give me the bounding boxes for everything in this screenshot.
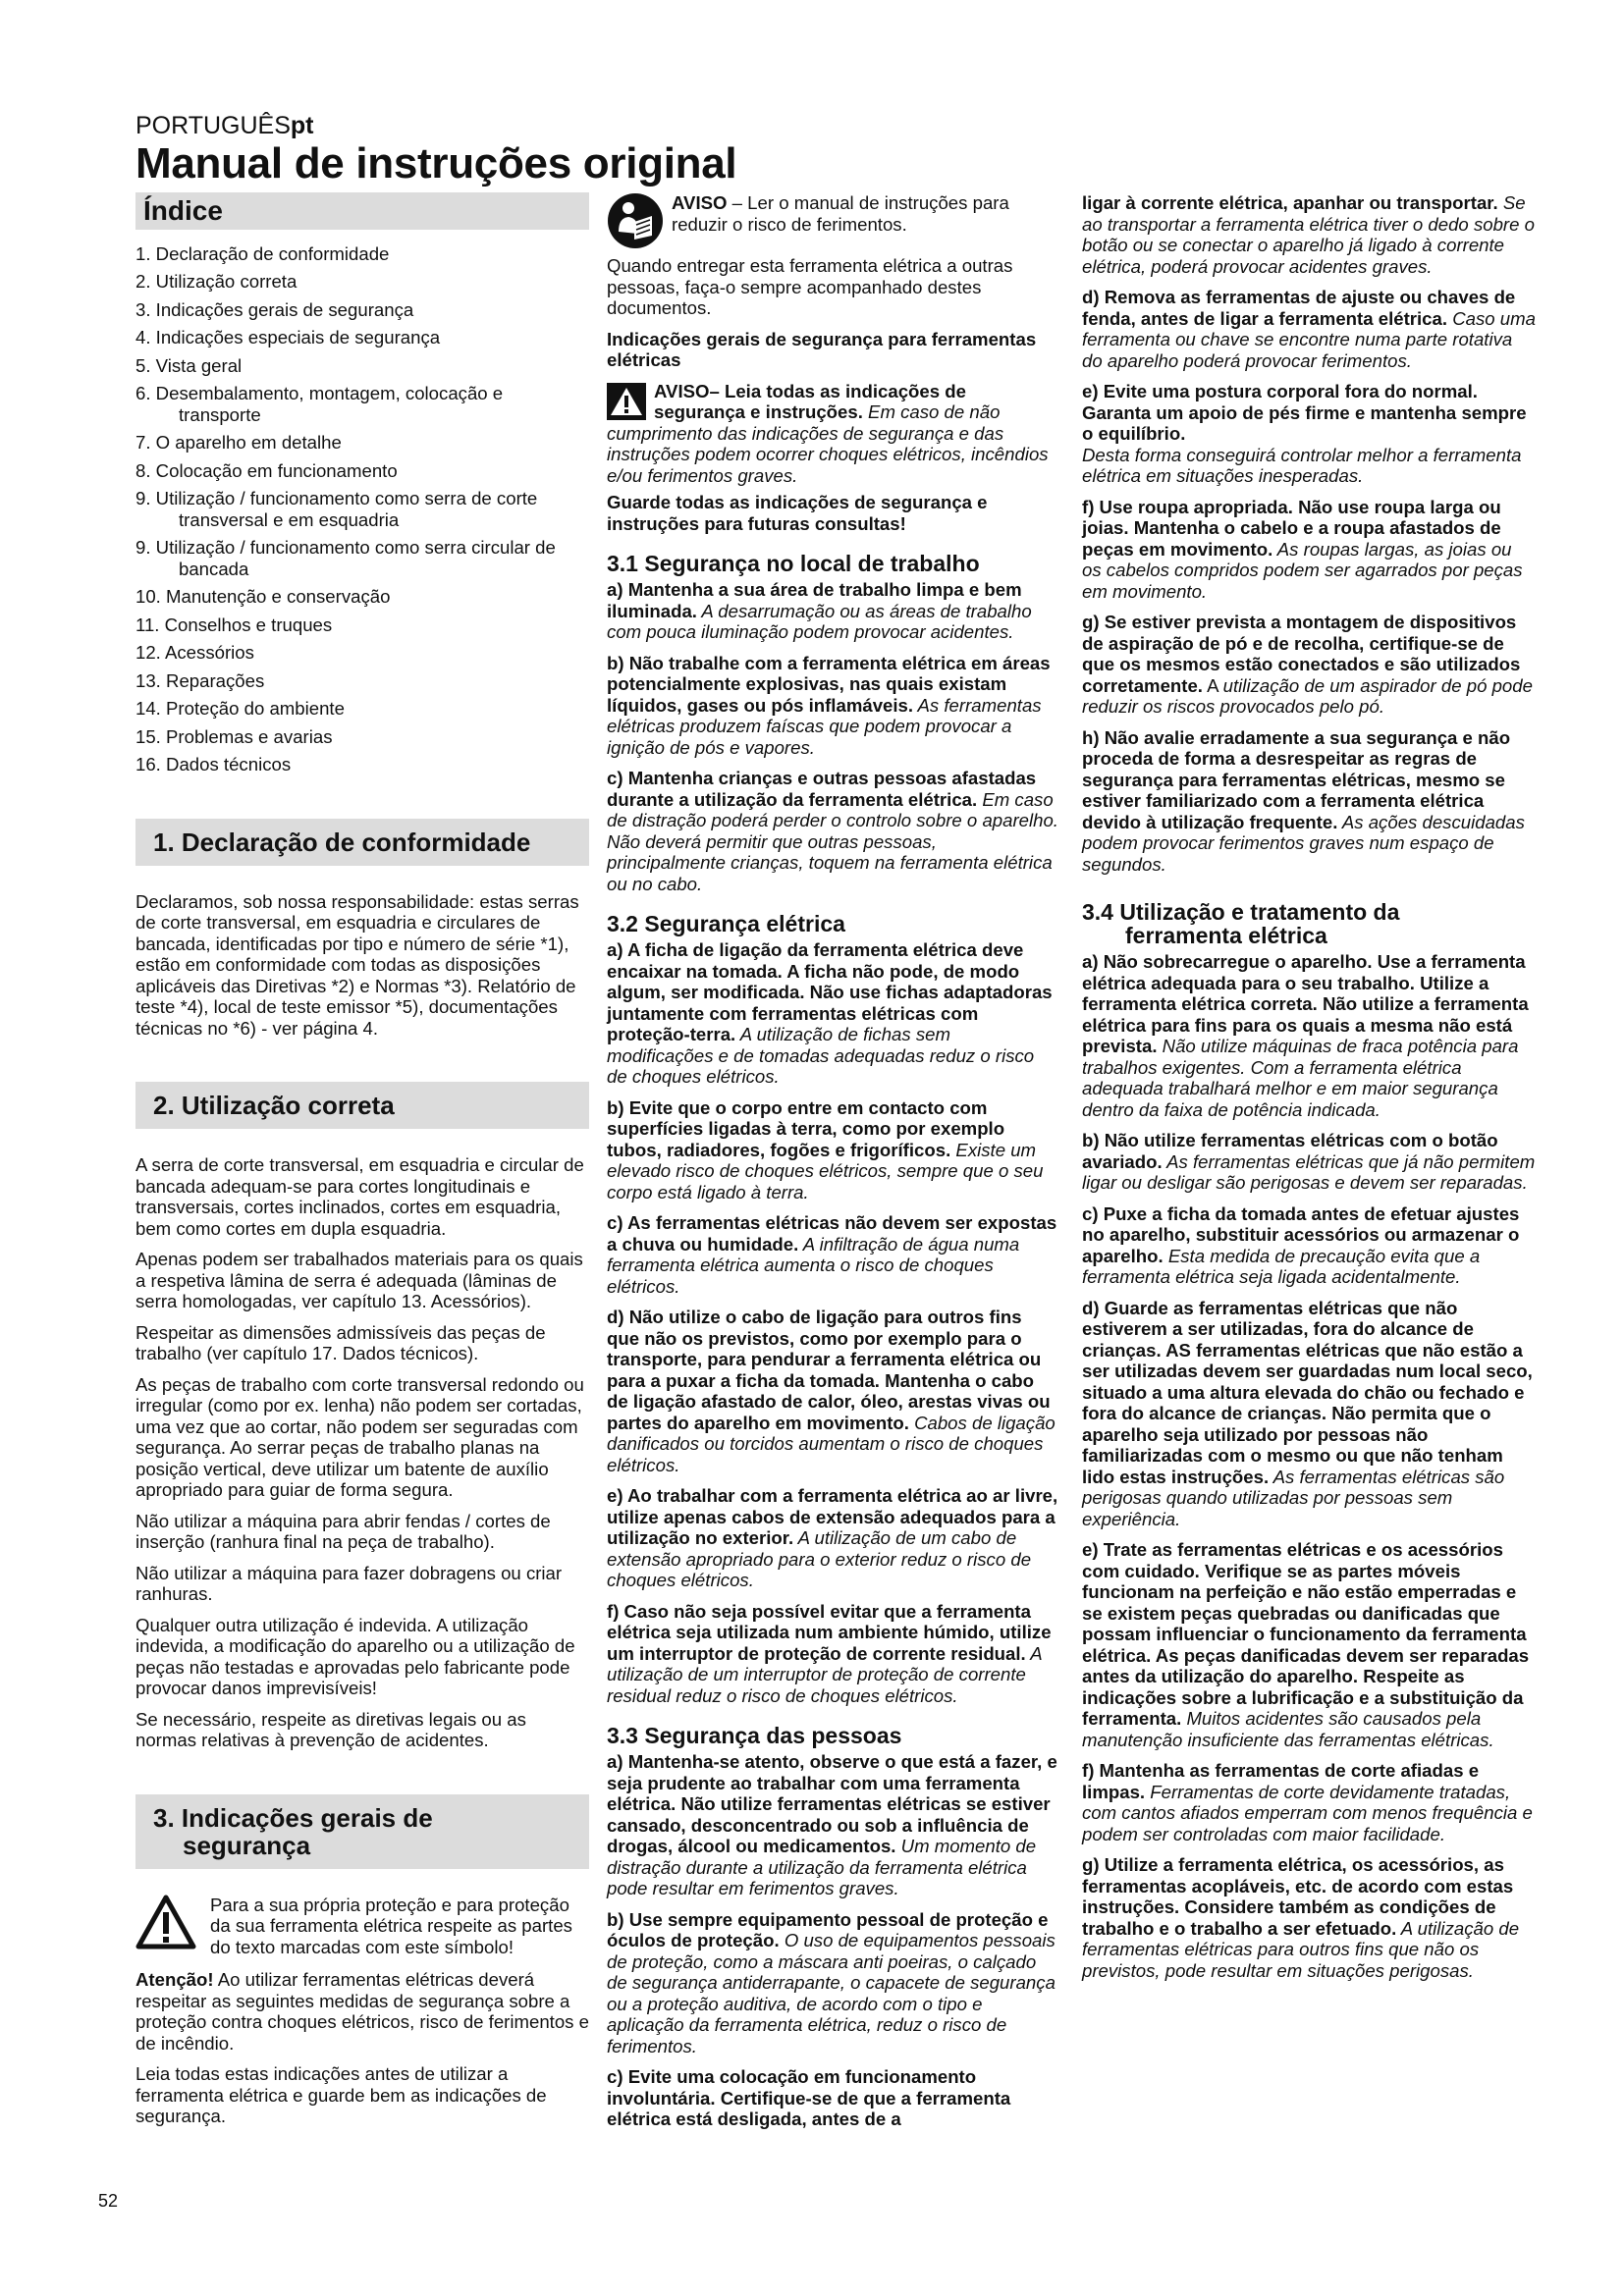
s2-para: Se necessário, respeite as diretivas legais ou as normas relativas à prevenção de acidentes. xyxy=(135,1708,526,1750)
toc-item: 9. Utilização / funcionamento como serra circular de bancada xyxy=(135,537,556,579)
s34-d: d) Guarde as ferramentas elétricas que não estiverem a ser utilizadas, fora do alcance de crianças. AS ferramentas elétricas que não estão a ser utilizadas devem ser guardadas num local seco, situado a uma altura elevada do chão ou fechado e fora do alcance de crianças. Não permita que o aparelho seja utilizado por pessoas não familiarizadas com o mesmo ou que não tenham lido estas instruções. As ferramentas elétricas são perigosas quando utilizadas por pessoas sem experiência. xyxy=(1082,1297,1533,1529)
column-2 xyxy=(607,192,1058,2140)
s31-a: a) Mantenha a sua área de trabalho limpa e bem iluminada. A desarrumação ou as áreas de trabalho com pouca iluminação podem provocar acidentes. xyxy=(607,579,1032,642)
subsection-3-3-heading: 3.3 Segurança das pessoas xyxy=(607,1723,902,1748)
s33-f: f) Use roupa apropriada. Não use roupa larga ou joias. Mantenha o cabelo e a roupa afastados de peças em movimento. As roupas largas, as joias ou os cabelos compridos podem ser agarrados por peças em movimento. xyxy=(1082,496,1523,602)
aviso-label: AVISO xyxy=(672,192,728,213)
s2-para: A serra de corte transversal, em esquadria e circular de bancada adequam-se para cortes longitudinais e transversais, cortes inclinados, cortes em esquadria, bem como cortes em dupla esquadria. xyxy=(135,1154,584,1239)
s2-para: Não utilizar a máquina para abrir fendas / cortes de inserção (ranhura final na peça de trabalho). xyxy=(135,1510,551,1552)
s33-e: e) Evite uma postura corporal fora do normal. Garanta um apoio de pés firme e mantenha sempre o equilíbrio. xyxy=(1082,381,1527,444)
toc-item: 15. Problemas e avarias xyxy=(135,725,333,747)
s32-e: e) Ao trabalhar com a ferramenta elétrica ao ar livre, utilize apenas cabos de extensão adequados para a utilização no exterior. A utilização de um cabo de extensão apropriado para o exterior reduz o risco de choques elétricos. xyxy=(607,1485,1058,1590)
s2-para: Qualquer outra utilização é indevida. A utilização indevida, a modificação do aparelho ou a utilização de peças não testadas e aprovadas pelo fabricante pode provocar danos imprevisíveis! xyxy=(135,1614,575,1698)
s32-b: b) Evite que o corpo entre em contacto com superfícies ligadas à terra, como por exemplo tubos, radiadores, fogões e frigoríficos. Existe um elevado risco de choques elétricos, sempre que o seu corpo está ligado à terra. xyxy=(607,1096,1044,1202)
s2-para: Respeitar as dimensões admissíveis das peças de trabalho (ver capítulo 17. Dados técnicos). xyxy=(135,1321,546,1363)
manual-title: Manual de instruções original xyxy=(135,139,737,187)
subsection-3-1-heading: 3.1 Segurança no local de trabalho xyxy=(607,551,980,576)
toc-item: 12. Acessórios xyxy=(135,642,254,663)
toc-item: 8. Colocação em funcionamento xyxy=(135,459,398,481)
toc-item: 11. Conselhos e truques xyxy=(135,614,333,635)
toc-item: 3. Indicações gerais de segurança xyxy=(135,298,414,320)
s2-para: Não utilizar a máquina para fazer dobragens ou criar ranhuras. xyxy=(135,1562,563,1604)
aviso-2-bold: AVISO– Leia todas as indicações de segurança e instruções. xyxy=(654,380,966,422)
section-1-text: Declaramos, sob nossa responsabilidade: estas serras de corte transversal, em esquadria e circulares de bancada, identificadas por tipo e número de série *1), estão em conformidade com todas as disposições aplicáveis das Diretivas *2) e Normas *3). Relatório de teste *4), local de teste emissor *5), documentações técnicas no *6) - ver página 4. xyxy=(135,890,579,1039)
s33-b: b) Use sempre equipamento pessoal de proteção e óculos de proteção. O uso de equipamentos pessoais de proteção, como a máscara anti poeiras, o calçado de segurança antiderrapante, o capacete de segurança ou a proteção auditiva, de acordo com o tipo e aplicação da ferramenta elétrica, reduz o risco de ferimentos. xyxy=(607,1908,1056,2056)
s33-c: c) Evite uma colocação em funcionamento involuntária. Certifique-se de que a ferramenta elétrica está desligada, antes de a xyxy=(607,2066,1011,2129)
warning-triangle-icon xyxy=(607,383,646,420)
language-label xyxy=(135,112,314,140)
aviso-read-all xyxy=(607,381,1058,487)
subsection-3-4-heading: 3.4 Utilização e tratamento da ferramenta elétrica xyxy=(1082,899,1400,948)
column-1 xyxy=(135,192,589,2137)
atencao-text: Ao utilizar ferramentas elétricas deverá respeitar as seguintes medidas de segurança sobre a proteção contra choques elétricos, risco de ferimentos e de incêndio. xyxy=(135,1969,589,2054)
warning-text: Para a sua própria proteção e para proteção da sua ferramenta elétrica respeite as partes do texto marcadas com este símbolo! xyxy=(210,1894,572,1957)
s34-e: e) Trate as ferramentas elétricas e os acessórios com cuidado. Verifique se as partes móveis funcionam na perfeição e não estão emperradas e se existem peças quebradas ou danificadas que possam influenciar o funcionamento da ferramenta elétrica. As peças danificadas devem ser reparadas antes da utilização do aparelho. Respeite as indicações sobre a lubrificação e a substituição da ferramenta. Muitos acidentes são causados pela manutenção insuficiente das ferramentas elétricas. xyxy=(1082,1539,1530,1750)
aviso-read-manual xyxy=(607,192,1058,251)
language-code: pt xyxy=(290,112,314,139)
s31-c-2: Não deverá permitir que outras pessoas, principalmente crianças, toquem na ferramenta elétrica ou no cabo. xyxy=(607,830,1053,894)
general-safety-heading: Indicações gerais de segurança para ferramentas elétricas xyxy=(607,328,1037,370)
atencao-paragraph xyxy=(135,1969,589,2054)
toc-item: 2. Utilização correta xyxy=(135,271,298,292)
s32-f: f) Caso não seja possível evitar que a ferramenta elétrica seja utilizada num ambiente húmido, utilize um interruptor de proteção de corrente residual. A utilização de um interruptor de proteção de corrente residual reduz o risco de choques elétricos. xyxy=(607,1600,1052,1706)
s34-b: b) Não utilize ferramentas elétricas com o botão avariado. As ferramentas elétricas que já não permitem ligar ou desligar são perigosas e devem ser reparadas. xyxy=(1082,1130,1536,1193)
toc-item: 1. Declaração de conformidade xyxy=(135,242,390,264)
s33-a: a) Mantenha-se atento, observe o que está a fazer, e seja prudente ao trabalhar com uma ferramenta elétrica. Não utilize ferramentas elétricas se estiver cansado, desconcentrado ou sob a influência de drogas, álcool ou medicamentos. Um momento de distração durante a utilização da ferramenta elétrica pode resultar em ferimentos graves. xyxy=(607,1751,1057,1898)
toc-item: 10. Manutenção e conservação xyxy=(135,586,391,607)
s33-e-italic: Desta forma conseguirá controlar melhor a ferramenta elétrica em situações inesperadas. xyxy=(1082,444,1522,486)
s33-h: h) Não avalie erradamente a sua segurança e não proceda de forma a desrespeitar as regras de segurança para ferramentas elétricas, mesmo se estiver familiarizado com a ferramenta elétrica devido à utilização frequente. As ações descuidadas podem provocar ferimentos graves num espaço de segundos. xyxy=(1082,726,1525,875)
aviso-text: – Ler o manual de instruções para reduzir o risco de ferimentos. xyxy=(672,192,1009,235)
aviso-text-2: Quando entregar esta ferramenta elétrica a outras pessoas, faça-o sempre acompanhado destes documentos. xyxy=(607,255,1013,318)
s31-c: c) Mantenha crianças e outras pessoas afastadas durante a utilização da ferramenta elétrica. Em caso de distração poderá perder o controlo sobre o aparelho. xyxy=(607,768,1058,830)
s33-d: d) Remova as ferramentas de ajuste ou chaves de fenda, antes de ligar a ferramenta elétrica. Caso uma ferramenta ou chave se encontre numa parte rotativa do aparelho poderá provocar ferimentos. xyxy=(1082,287,1536,371)
toc-item: 6. Desembalamento, montagem, colocação e transporte xyxy=(135,383,504,425)
s32-d: d) Não utilize o cabo de ligação para outros fins que não os previstos, como por exemplo para o transporte, para pendurar a ferramenta elétrica ou para a puxar a ficha da tomada. Mantenha o cabo de ligação afastado de calor, óleo, arestas vivas ou partes do aparelho em movimento. Cabos de ligação danificados ou torcidos aumentam o risco de choques elétricos. xyxy=(607,1307,1056,1475)
toc-item: 4. Indicações especiais de segurança xyxy=(135,327,441,347)
section-3-heading-line1: 3. Indicações gerais de xyxy=(153,1802,433,1833)
page-number: 52 xyxy=(98,2191,119,2211)
toc-item: 7. O aparelho em detalhe xyxy=(135,432,342,453)
toc-item: 9. Utilização / funcionamento como serra de corte transversal e em esquadria xyxy=(135,488,538,530)
read-manual-icon xyxy=(607,192,664,249)
warning-block xyxy=(135,1895,589,1958)
s2-para: Apenas podem ser trabalhados materiais para os quais a respetiva lâmina de serra é adequada (lâminas de serra homologadas, ver capítulo 13. Acessórios). xyxy=(135,1249,583,1311)
warning-triangle-icon xyxy=(135,1895,198,1958)
s33-g: g) Se estiver prevista a montagem de dispositivos de aspiração de pó e de recolha, certifique-se de que os mesmos estão conectados e são utilizados corretamente. A utilização de um aspirador de pó pode reduzir os riscos provocados pelo pó. xyxy=(1082,612,1533,717)
toc-item: 13. Reparações xyxy=(135,669,265,691)
table-of-contents xyxy=(135,243,589,775)
guarde-text: Guarde todas as indicações de segurança e instruções para futuras consultas! xyxy=(607,492,988,534)
toc-item: 5. Vista geral xyxy=(135,354,243,376)
s34-f: f) Mantenha as ferramentas de corte afiadas e limpas. Ferramentas de corte devidamente tratadas, com cantos afiados emperram com menos frequência e podem ser controladas com maior facilidade. xyxy=(1082,1760,1533,1844)
index-heading: Índice xyxy=(135,192,589,230)
section-3-heading-line2: segurança xyxy=(183,1830,311,1860)
s32-c: c) As ferramentas elétricas não devem ser expostas a chuva ou humidade. A infiltração de água numa ferramenta elétrica aumenta o risco de choques elétricos. xyxy=(607,1212,1057,1297)
toc-item: 16. Dados técnicos xyxy=(135,754,292,774)
s34-a: a) Não sobrecarregue o aparelho. Use a ferramenta elétrica adequada para o seu trabalho. Utilize a ferramenta elétrica correta. Não utilize a ferramenta elétrica para fins para os quais a mesma não está prevista. Não utilize máquinas de fraca potência para trabalhos exigentes. Com a ferramenta elétrica adequada trabalhará melhor e em maior segurança dentro da faixa de potência indicada. xyxy=(1082,951,1529,1120)
section-3-heading xyxy=(135,1794,589,1869)
subsection-3-2-heading: 3.2 Segurança elétrica xyxy=(607,911,845,936)
s2-para: As peças de trabalho com corte transversal redondo ou irregular (como por ex. lenha) não podem ser cortadas, uma vez que ao cortar, não podem ser seguradas com segurança. Ao serrar peças de trabalho planas na posição vertical, deve utilizar um batente de auxílio apropriado para guiar de forma segura. xyxy=(135,1373,584,1500)
s34-g: g) Utilize a ferramenta elétrica, os acessórios, as ferramentas acopláveis, etc. de acordo com estas instruções. Considere também as condições de trabalho e o trabalho a ser efetuado. A utilização de ferramentas elétricas para outros fins que não os previstos, pode resultar em situações perigosas. xyxy=(1082,1854,1520,1981)
s33-c-cont: ligar à corrente elétrica, apanhar ou transportar. Se ao transportar a ferramenta elétrica tiver o dedo sobre o botão ou se conectar o aparelho já ligado à corrente elétrica, poderá provocar acidentes graves. xyxy=(1082,192,1535,277)
toc-item: 14. Proteção do ambiente xyxy=(135,698,345,719)
section-2-heading: 2. Utilização correta xyxy=(135,1082,589,1129)
leia-paragraph: Leia todas estas indicações antes de utilizar a ferramenta elétrica e guarde bem as indicações de segurança. xyxy=(135,2063,547,2126)
section-1-heading: 1. Declaração de conformidade xyxy=(135,819,589,866)
s34-c: c) Puxe a ficha da tomada antes de efetuar ajustes no aparelho, substituir acessórios ou armazenar o aparelho. Esta medida de precaução evita que a ferramenta elétrica seja ligada acidentalmente. xyxy=(1082,1202,1520,1287)
s32-a: a) A ficha de ligação da ferramenta elétrica deve encaixar na tomada. A ficha não pode, de modo algum, ser modificada. Não use fichas adaptadoras juntamente com ferramentas elétricas com proteção-terra. A utilização de fichas sem modificações e de tomadas adequadas reduz o risco de choques elétricos. xyxy=(607,939,1053,1087)
aviso-2-italic: Em caso de não cumprimento das indicações de segurança e das instruções podem ocorrer choques elétricos, incêndios e/ou ferimentos graves. xyxy=(607,401,1049,486)
atencao-label: Atenção! xyxy=(135,1969,214,1990)
s31-b: b) Não trabalhe com a ferramenta elétrica em áreas potencialmente explosivas, nas quais existam líquidos, gases ou pós inflamáveis. As ferramentas elétricas produzem faíscas que podem provocar a ignição de pós e vapores. xyxy=(607,652,1051,758)
column-3 xyxy=(1082,192,1536,1991)
language-name: PORTUGUÊS xyxy=(135,112,291,139)
